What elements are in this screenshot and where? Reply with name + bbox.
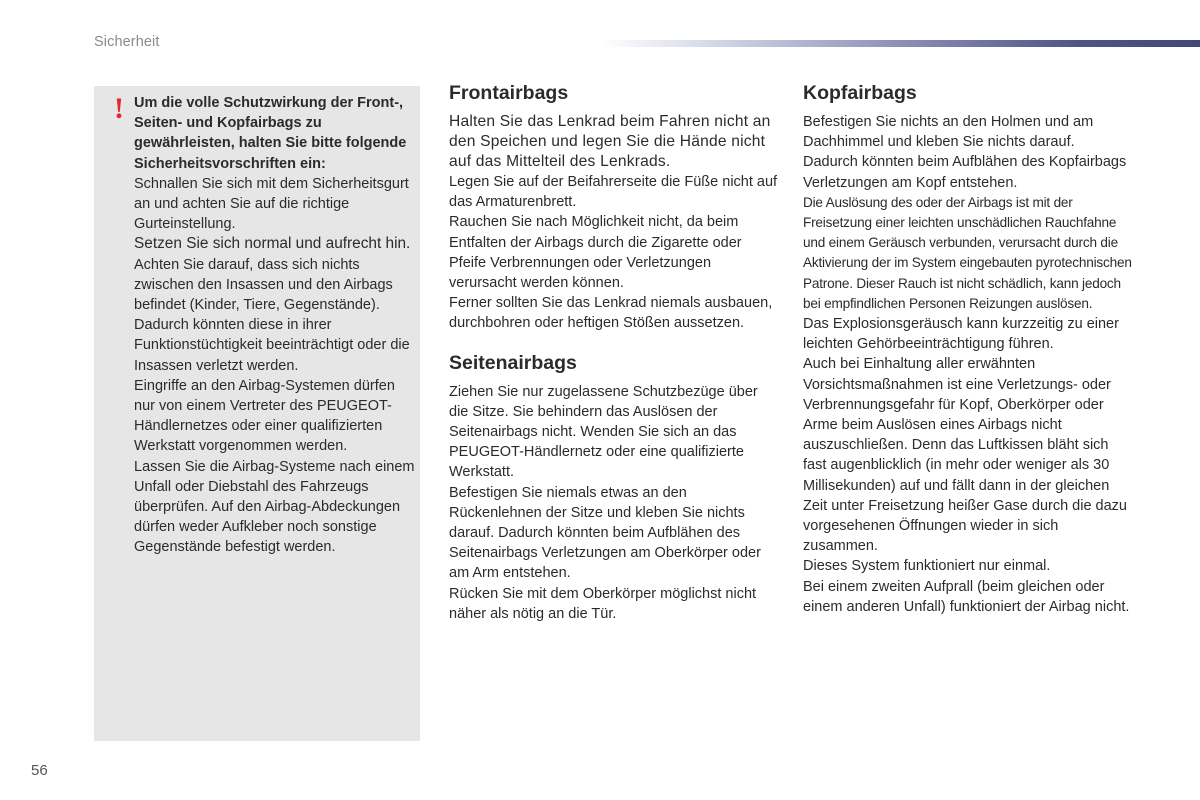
warning-paragraph: Setzen Sie sich normal und aufrecht hin. [134, 235, 411, 253]
seitenairbags-paragraph: Befestigen Sie niemals etwas an den Rückenlehnen der Sitze und kleben Sie nichts darauf. Dadurch könnten beim Aufblähen des Seitenairbags Verletzungen am Oberkörper oder am Arm entstehen. [449, 484, 761, 582]
warning-paragraph: Lassen Sie die Airbag-Systeme nach einem Unfall oder Diebstahl des Fahrzeugs überprüfen. Auf den Airbag-Abdeckungen dürfen weder Aufkleber noch sonstige Gegenstände befestigt werden. [134, 458, 415, 556]
kopfairbags-paragraph: Auch bei Einhaltung aller erwähnten Vorsichtsmaßnahmen ist eine Verletzungs- oder Verbrennungsgefahr für Kopf, Oberkörper oder Arme beim Auslösen eines Airbags nicht auszuschließen. Denn das Luftkissen bläht sich fast augenblicklich (in mehr oder weniger als 30 Millisekunden) auf und fällt dann in der gleichen Zeit unter Freisetzung heißer Gase durch die dazu vorgesehenen Öffnungen wieder in sich zusammen. [803, 356, 1127, 555]
exclamation-icon: ! [114, 92, 124, 125]
kopfairbags-paragraph: Dieses System funktioniert nur einmal. [803, 558, 1051, 575]
warning-text [134, 93, 416, 558]
kopfairbags-paragraph: Befestigen Sie nichts an den Holmen und am Dachhimmel und kleben Sie nichts darauf. Dadurch könnten beim Aufblähen des Kopfairbags Verletzungen am Kopf entstehen. [803, 114, 1127, 191]
frontairbags-paragraph: Legen Sie auf der Beifahrerseite die Füße nicht auf das Armaturenbrett. [449, 174, 778, 211]
header-gradient-bar [600, 40, 1200, 47]
kopfairbags-paragraph: Bei einem zweiten Aufprall (beim gleichen oder einem anderen Unfall) funktioniert der Airbag nicht. [803, 578, 1130, 615]
frontairbags-paragraph: Ferner sollten Sie das Lenkrad niemals ausbauen, durchbohren oder heftigen Stößen aussetzen. [449, 295, 773, 332]
kopfairbags-paragraph: Das Explosionsgeräusch kann kurzzeitig zu einer leichten Gehörbeeinträchtigung führen. [803, 316, 1119, 353]
warning-paragraph: Schnallen Sie sich mit dem Sicherheitsgurt an und achten Sie auf die richtige Gurteinstellung. [134, 175, 409, 233]
warning-paragraph: Eingriffe an den Airbag-Systemen dürfen nur von einem Vertreter des PEUGEOT-Händlernetzes oder einer qualifizierten Werkstatt vorgenommen werden. [134, 377, 395, 455]
heading-seitenairbags: Seitenairbags [449, 351, 577, 374]
warning-paragraph: Achten Sie darauf, dass sich nichts zwischen den Insassen und den Airbags befindet (Kinder, Tiere, Gegenstände). Dadurch könnten diese in ihrer Funktionstüchtigkeit beeinträchtigt oder die Insassen verletzt werden. [134, 256, 410, 374]
seitenairbags-paragraph: Ziehen Sie nur zugelassene Schutzbezüge über die Sitze. Sie behindern das Auslösen der Seitenairbags nicht. Wenden Sie sich an das PEUGEOT-Händlernetz oder eine qualifizierte Werkstatt. [449, 383, 758, 481]
section-label: Sicherheit [94, 34, 160, 50]
seitenairbags-paragraph: Rücken Sie mit dem Oberkörper möglichst nicht näher als nötig an die Tür. [449, 585, 757, 622]
frontairbags-paragraph: Rauchen Sie nach Möglichkeit nicht, da beim Entfalten der Airbags durch die Zigarette oder Pfeife Verbrennungen oder Verletzungen verursacht werden können. [449, 214, 742, 292]
heading-kopfairbags: Kopfairbags [803, 82, 917, 104]
heading-frontairbags: Frontairbags [449, 82, 569, 104]
column-front-side-airbags [449, 80, 779, 624]
warning-intro: Um die volle Schutzwirkung der Front-, Seiten- und Kopfairbags zu gewährleisten, halten Sie bitte folgende Sicherheitsvorschriften ein: [134, 95, 407, 172]
kopfairbags-paragraph: Die Auslösung des oder der Airbags ist mit der Freisetzung einer leichten unschädlichen Rauchfahne und einem Geräusch verbunden, verursacht durch die Aktivierung der im System eingebauten pyrotechnischen Patrone. Dieser Rauch ist nicht schädlich, kann jedoch bei empfindlichen Personen Reizungen auslösen. [803, 194, 1132, 311]
page-number: 56 [31, 762, 48, 779]
frontairbags-paragraph: Halten Sie das Lenkrad beim Fahren nicht an den Speichen und legen Sie die Hände nicht auf das Mittelteil des Lenkrads. [449, 113, 771, 170]
column-kopfairbags [803, 80, 1133, 617]
